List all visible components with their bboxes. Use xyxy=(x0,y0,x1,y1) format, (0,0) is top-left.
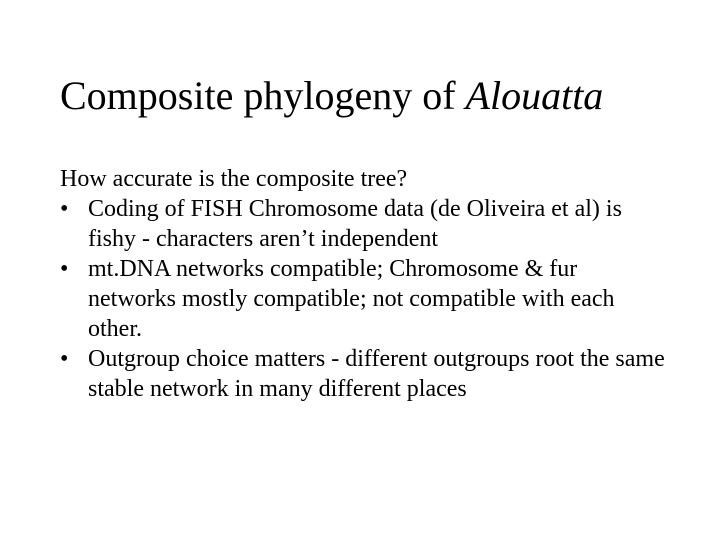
bullet-text: mt.DNA networks compatible; Chromosome & fur networks mostly compatible; not compatible with each other. xyxy=(88,256,615,342)
slide-title xyxy=(60,72,603,120)
title-genus-italic: Alouatta xyxy=(465,73,604,118)
bullet-dot-icon: • xyxy=(60,196,69,222)
intro-question: How accurate is the composite tree? xyxy=(60,166,408,192)
bullet-dot-icon: • xyxy=(60,346,69,372)
bullet-dot-icon: • xyxy=(60,256,69,282)
bullet-text: Coding of FISH Chromosome data (de Oliveira et al) is fishy - characters aren’t independent xyxy=(88,196,622,252)
bullet-text: Outgroup choice matters - different outgroups root the same stable network in many different places xyxy=(88,346,665,402)
bullet-item-outgroup-choice xyxy=(60,344,670,404)
bullet-item-network-compatibility xyxy=(60,254,670,344)
bullet-item-fish-coding xyxy=(60,194,670,254)
bullet-list xyxy=(60,194,670,404)
slide-body xyxy=(60,164,670,404)
title-text: Composite phylogeny of xyxy=(60,73,466,118)
